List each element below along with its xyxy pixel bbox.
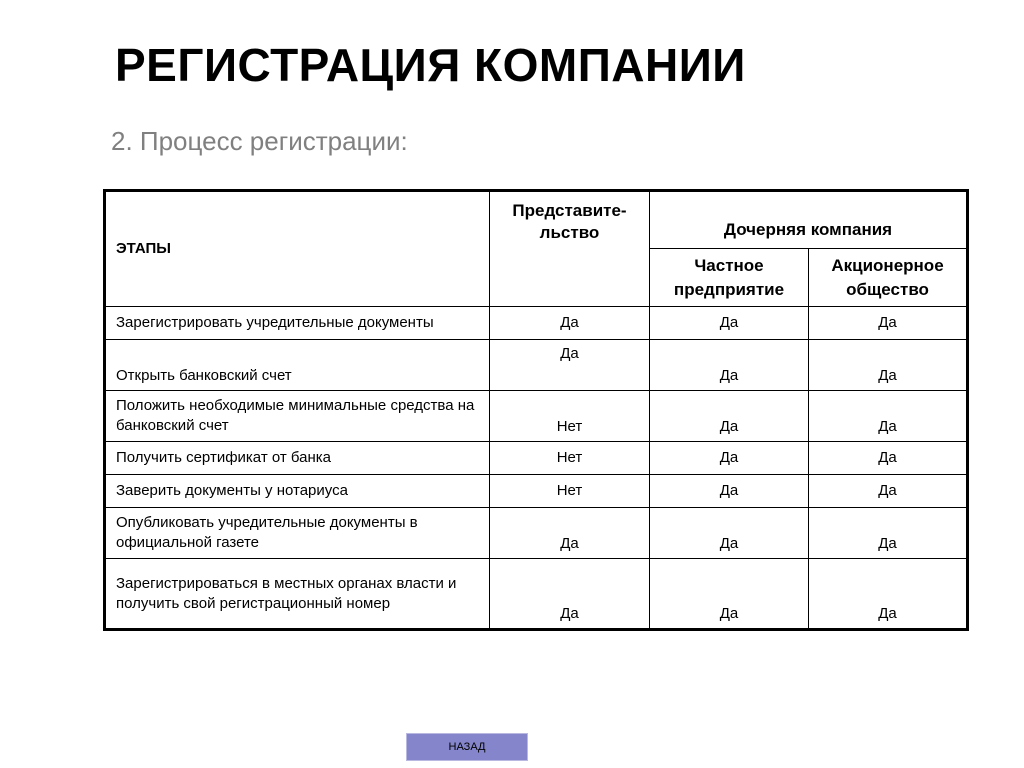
step-cell: Зарегистрироваться в местных органах власти и получить свой регистрационный номер [105, 559, 490, 630]
header-representative-line1: Представите- [512, 201, 627, 220]
private-enterprise-cell: Да [650, 475, 809, 508]
representative-cell: Нет [490, 442, 650, 475]
joint-stock-company-cell: Да [809, 508, 968, 559]
header-subsidiary: Дочерняя компания [650, 191, 968, 249]
representative-cell: Да [490, 508, 650, 559]
header-joint-stock-company [809, 249, 968, 307]
representative-cell: Нет [490, 475, 650, 508]
joint-stock-company-cell: Да [809, 559, 968, 630]
representative-cell: Нет [490, 391, 650, 442]
table-header-row [105, 191, 968, 249]
representative-cell: Да [490, 559, 650, 630]
joint-stock-company-cell: Да [809, 307, 968, 340]
header-jsc-line2: общество [846, 279, 929, 299]
joint-stock-company-cell: Да [809, 391, 968, 442]
step-cell: Зарегистрировать учредительные документы [105, 307, 490, 340]
joint-stock-company-cell: Да [809, 340, 968, 391]
step-cell: Открыть банковский счет [105, 340, 490, 391]
header-jsc-line1: Акционерное [831, 255, 944, 275]
table-row [105, 307, 968, 340]
representative-cell: Да [490, 340, 650, 391]
header-private-enterprise [650, 249, 809, 307]
section-subtitle: 2. Процесс регистрации: [111, 126, 408, 156]
table-row [105, 340, 968, 391]
step-cell: Заверить документы у нотариуса [105, 475, 490, 508]
registration-table [103, 189, 969, 631]
page-title: РЕГИСТРАЦИЯ КОМПАНИИ [115, 39, 746, 91]
private-enterprise-cell: Да [650, 340, 809, 391]
step-cell: Опубликовать учредительные документы в официальной газете [105, 508, 490, 559]
representative-cell: Да [490, 307, 650, 340]
table-row [105, 391, 968, 442]
header-private-line2: предприятие [673, 279, 785, 299]
private-enterprise-cell: Да [650, 559, 809, 630]
header-stages: ЭТАПЫ [105, 191, 490, 307]
private-enterprise-cell: Да [650, 307, 809, 340]
header-representative [490, 191, 650, 307]
table-row [105, 475, 968, 508]
back-button[interactable]: НАЗАД [406, 733, 528, 761]
private-enterprise-cell: Да [650, 442, 809, 475]
joint-stock-company-cell: Да [809, 475, 968, 508]
table-row [105, 442, 968, 475]
step-cell: Положить необходимые минимальные средства на банковский счет [105, 391, 490, 442]
table-row [105, 508, 968, 559]
table-row [105, 559, 968, 630]
header-representative-line2: льство [539, 223, 600, 242]
private-enterprise-cell: Да [650, 391, 809, 442]
step-cell: Получить сертификат от банка [105, 442, 490, 475]
joint-stock-company-cell: Да [809, 442, 968, 475]
header-private-line1: Частное [694, 255, 764, 275]
private-enterprise-cell: Да [650, 508, 809, 559]
